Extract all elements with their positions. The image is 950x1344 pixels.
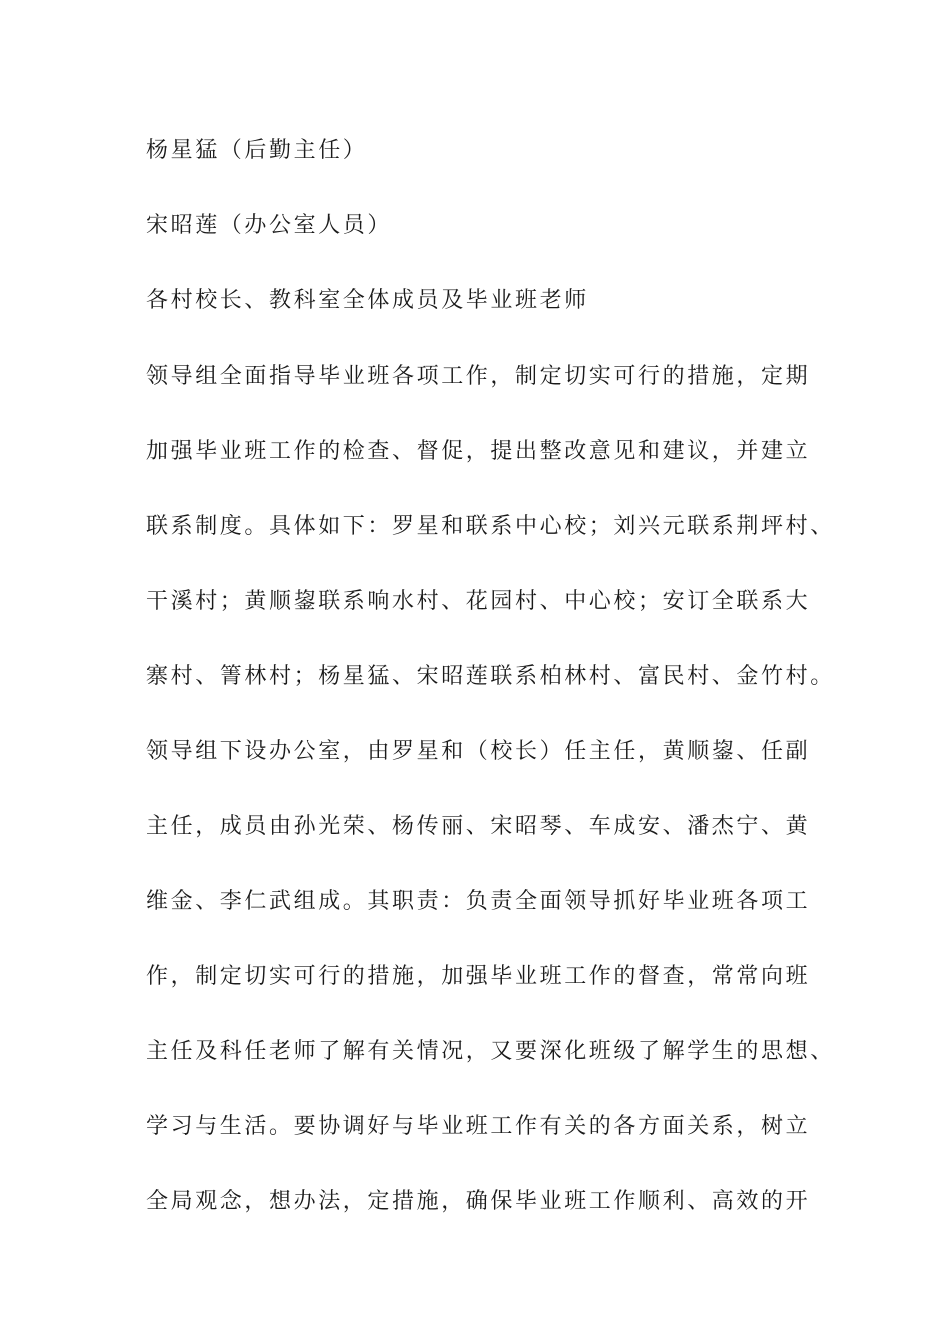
text-line: 杨星猛（后勤主任） <box>146 138 368 163</box>
text-line: 学习与生活。要协调好与毕业班工作有关的各方面关系，树立 <box>146 1114 811 1139</box>
text-line: 主任及科任老师了解有关情况，又要深化班级了解学生的思想、 <box>146 1039 835 1064</box>
text-line: 各村校长、教科室全体成员及毕业班老师 <box>146 288 589 313</box>
text-line: 干溪村；黄顺鋆联系响水村、花园村、中心校；安订全联系大 <box>146 589 811 614</box>
text-line: 寨村、箐林村；杨星猛、宋昭莲联系柏林村、富民村、金竹村。 <box>146 664 835 689</box>
text-line: 联系制度。具体如下：罗星和联系中心校；刘兴元联系荆坪村、 <box>146 514 835 539</box>
text-line: 领导组下设办公室，由罗星和（校长）任主任，黄顺鋆、任副 <box>146 739 811 764</box>
text-line: 全局观念，想办法，定措施，确保毕业班工作顺利、高效的开 <box>146 1189 811 1214</box>
text-line: 加强毕业班工作的检查、督促，提出整改意见和建议，并建立 <box>146 439 811 464</box>
text-line: 主任，成员由孙光荣、杨传丽、宋昭琴、车成安、潘杰宁、黄 <box>146 814 811 839</box>
text-line: 作，制定切实可行的措施，加强毕业班工作的督查，常常向班 <box>146 964 811 989</box>
text-line: 维金、李仁武组成。其职责：负责全面领导抓好毕业班各项工 <box>146 889 811 914</box>
text-line: 领导组全面指导毕业班各项工作，制定切实可行的措施，定期 <box>146 364 811 389</box>
text-line: 宋昭莲（办公室人员） <box>146 213 393 238</box>
